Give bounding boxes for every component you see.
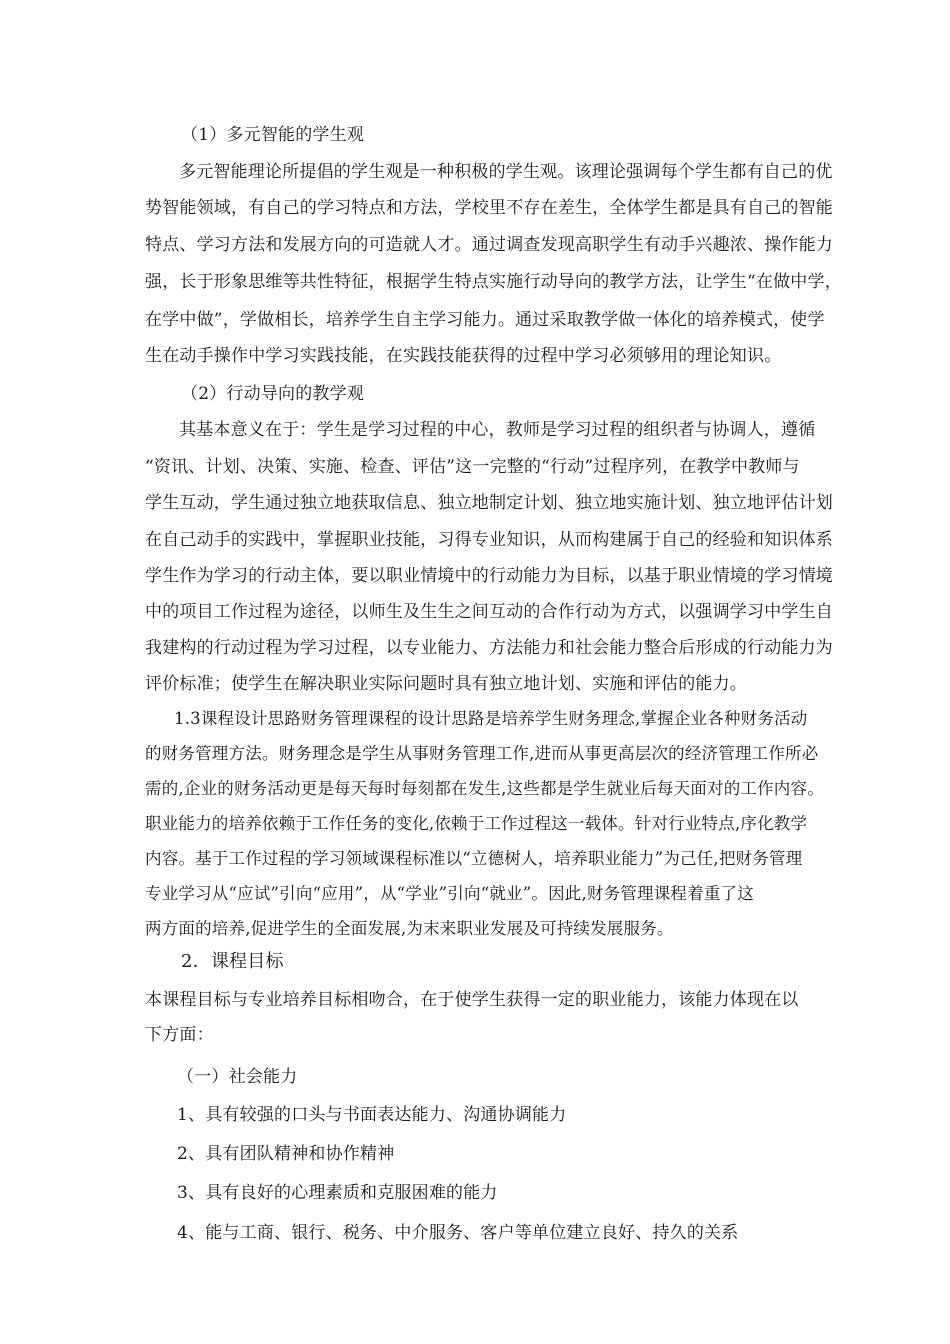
section-heading: （1）多元智能的学生观 — [181, 125, 365, 145]
paragraph-line: 学生作为学习的行动主体，要以职业情境中的行动能力为目标，以基于职业情境的学习情境 — [145, 566, 833, 586]
paragraph-line: 其基本意义在于：学生是学习过程的中心，教师是学习过程的组织者与协调人，遵循 — [179, 420, 816, 440]
paragraph-line: 两方面的培养,促进学生的全面发展,为末来职业发展及可持续发展服务。 — [145, 919, 674, 938]
paragraph-line: 学生互动，学生通过独立地获取信息、独立地制定计划、独立地实施计划、独立地评估计划 — [145, 493, 833, 513]
list-item: 3、具有良好的心理素质和克服困难的能力 — [177, 1183, 498, 1203]
list-item: 4、能与工商、银行、税务、中介服务、客户等单位建立良好、持久的关系 — [177, 1223, 739, 1243]
list-item: 2、具有团队精神和协作精神 — [177, 1144, 395, 1164]
sub-heading: （一）社会能力 — [177, 1067, 298, 1087]
paragraph-line: 势智能领域，有自己的学习特点和方法，学校里不存在差生，全体学生都是具有自己的智能 — [145, 198, 833, 218]
paragraph-line: 生在动手操作中学习实践技能，在实践技能获得的过程中学习必须够用的理论知识。 — [145, 346, 782, 366]
paragraph-line: 职业能力的培养依赖于工作任务的变化,依赖于工作过程这一载体。针对行业特点,序化教学 — [145, 814, 808, 833]
section-heading: 2．课程目标 — [181, 951, 284, 972]
paragraph-line: 在学中做”，学做相长，培养学生自主学习能力。通过采取教学做一体化的培养模式，使学 — [145, 310, 825, 330]
paragraph-line: 我建构的行动过程为学习过程，以专业能力、方法能力和社会能力整合后形成的行动能力为 — [145, 638, 833, 658]
list-item: 1、具有较强的口头与书面表达能力、沟通协调能力 — [177, 1105, 567, 1125]
paragraph-line: 专业学习从“应试”引向“应用”，从“学业”引向“就业”。因此,财务管理课程着重了这 — [145, 884, 754, 903]
paragraph-line: “资讯、计划、决策、实施、检查、评估”这一完整的“行动”过程序列，在教学中教师与 — [145, 457, 800, 477]
paragraph-line: 下方面： — [145, 1025, 214, 1045]
paragraph-line: 内容。基于工作过程的学习领域课程标准以“立德树人，培养职业能力”为己任,把财务管理 — [145, 849, 803, 868]
paragraph-line: 的财务管理方法。财务理念是学生从事财务管理工作,进而从事更高层次的经济管理工作所必 — [145, 744, 819, 763]
paragraph-line: 在自己动手的实践中，掌握职业技能，习得专业知识，从而构建属于自己的经验和知识体系 — [145, 530, 833, 550]
paragraph-line: 评价标准；使学生在解决职业实际问题时具有独立地计划、实施和评估的能力。 — [145, 674, 747, 694]
paragraph-line: 需的,企业的财务活动更是每天每时每刻都在发生,这些都是学生就业后每天面对的工作内容。 — [145, 779, 824, 798]
paragraph-line: 中的项目工作过程为途径，以师生及生生之间互动的合作行动为方式，以强调学习中学生自 — [145, 602, 833, 622]
paragraph-line: 强，长于形象思维等共性特征，根据学生特点实施行动导向的教学方法，让学生“在做中学， — [145, 272, 842, 292]
paragraph-line: 特点、学习方法和发展方向的可造就人才。通过调查发现高职学生有动手兴趣浓、操作能力 — [145, 235, 833, 255]
paragraph-line: 本课程目标与专业培养目标相吻合，在于使学生获得一定的职业能力，该能力体现在以 — [145, 990, 799, 1010]
paragraph-line: 1.3课程设计思路财务管理课程的设计思路是培养学生财务理念,掌握企业各种财务活动 — [174, 709, 808, 728]
paragraph-line: 多元智能理论所提倡的学生观是一种积极的学生观。该理论强调每个学生都有自己的优 — [179, 162, 833, 182]
section-heading: （2）行动导向的教学观 — [181, 384, 365, 404]
